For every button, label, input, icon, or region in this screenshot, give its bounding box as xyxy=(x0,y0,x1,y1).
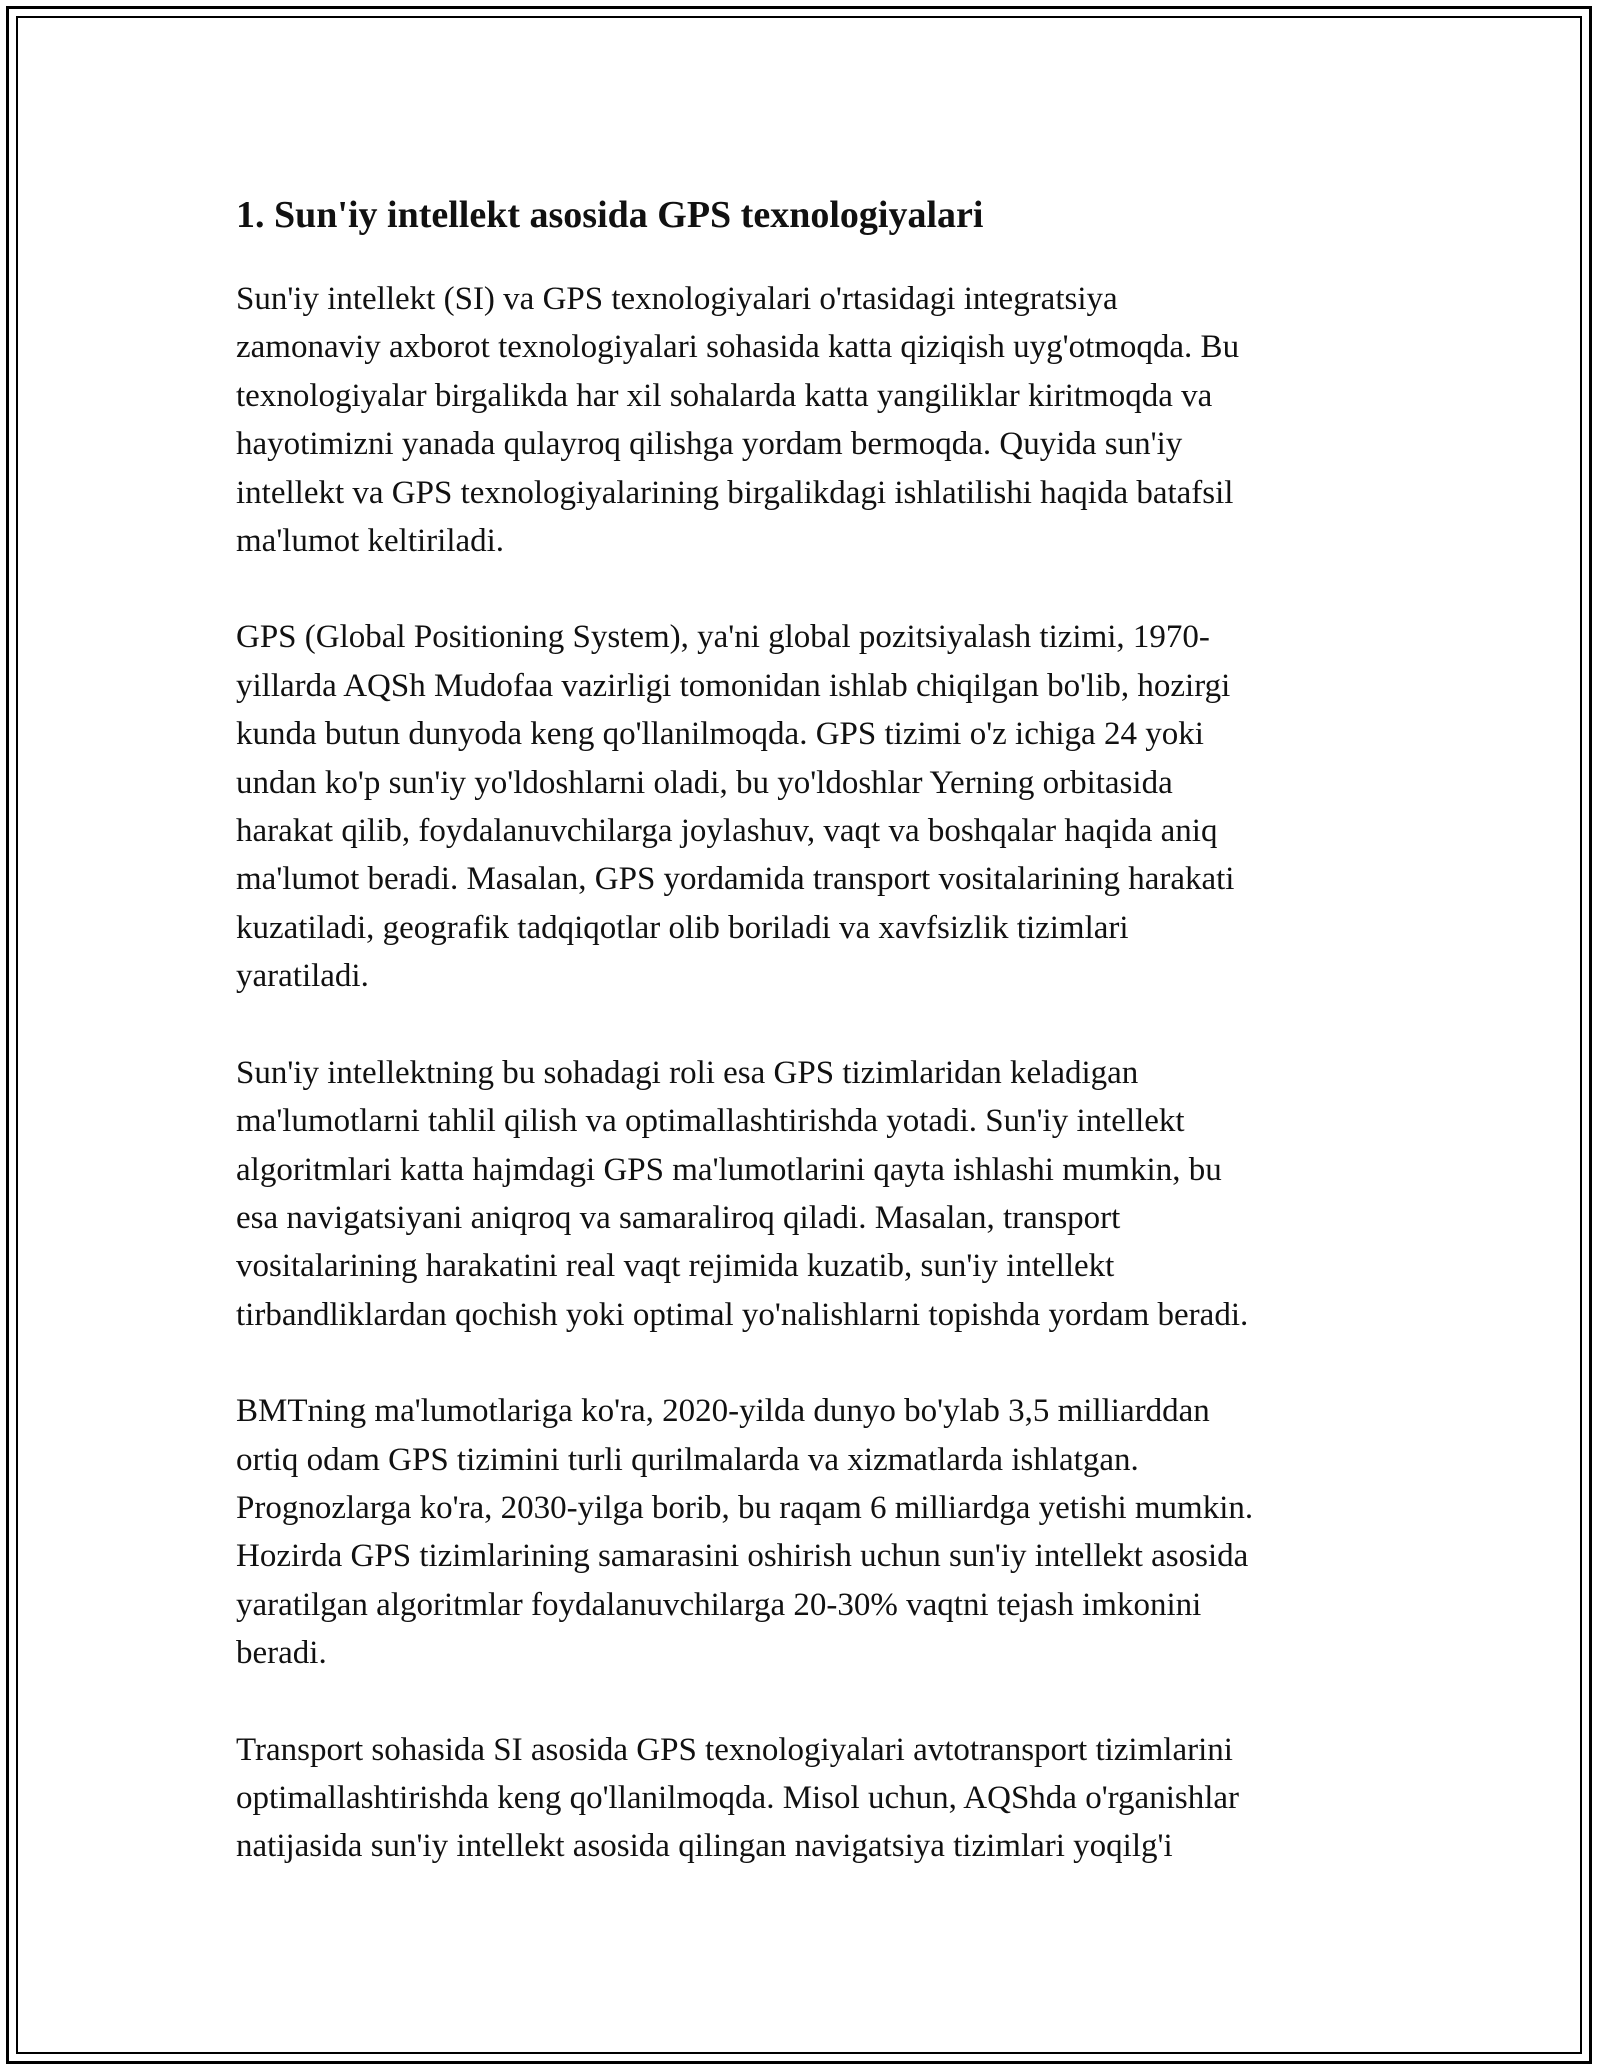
paragraph-ai-role: Sun'iy intellektning bu sohadagi roli esa GPS tizimlaridan keladigan ma'lumotlarni tahlil qilish va optimallashtirishda yotadi. Sun'iy intellekt algoritmlari katta hajmdagi GPS ma'lumotlarini qayta ishlashi mumkin, bu esa navigatsiyani aniqroq va samaraliroq qiladi. Masalan, transport vositalarining harakatini real vaqt rejimida kuzatib, sun'iy intellekt tirbandliklardan qochish yoki optimal yo'nalishlarni topishda yordam beradi. xyxy=(236,1054,1249,1333)
paragraph-gps-history: GPS (Global Positioning System), ya'ni global pozitsiyalash tizimi, 1970- yillarda AQSh Mudofaa vazirligi tomonidan ishlab chiqilgan bo'lib, hozirgi kunda butun dunyoda keng qo'llanilmoqda. GPS tizimi o'z ichiga 24 yoki undan ko'p sun'iy yo'ldoshlarni oladi, bu yo'ldoshlar Yerning orbitasida harakat qilib, foydalanuvchilarga joylashuv, vaqt va boshqalar haqida aniq ma'lumot beradi. Masalan, GPS yordamida transport vositalarining harakati kuzatiladi, geografik tadqiqotlar olib boriladi va xavfsizlik tizimlari yaratiladi. xyxy=(236,619,1235,995)
document-body xyxy=(236,185,1376,1919)
paragraph-transport: Transport sohasida SI asosida GPS texnologiyalari avtotransport tizimlarini optimallashtirishda keng qo'llanilmoqda. Misol uchun, AQShda o'rganishlar natijasida sun'iy intellekt asosida qilingan navigatsiya tizimlari yoqilg'i xyxy=(236,1731,1240,1865)
paragraph-intro: Sun'iy intellekt (SI) va GPS texnologiyalari o'rtasidagi integratsiya zamonaviy axborot texnologiyalari sohasida katta qiziqish uyg'otmoqda. Bu texnologiyalar birgalikda har xil sohalarda katta yangiliklar kiritmoqda va hayotimizni yanada qulayroq qilishga yordam bermoqda. Quyida sun'iy intellekt va GPS texnologiyalarining birgalikdagi ishlatilishi haqida batafsil ma'lumot keltiriladi. xyxy=(236,281,1240,560)
section-heading: 1. Sun'iy intellekt asosida GPS texnologiyalari xyxy=(236,194,984,236)
paragraph-statistics: BMTning ma'lumotlariga ko'ra, 2020-yilda dunyo bo'ylab 3,5 milliarddan ortiq odam GPS tizimini turli qurilmalarda va xizmatlarda ishlatgan. Prognozlarga ko'ra, 2030-yilga borib, bu raqam 6 milliardga yetishi mumkin. Hozirda GPS tizimlarining samarasini oshirish uchun sun'iy intellekt asosida yaratilgan algoritmlar foydalanuvchilarga 20-30% vaqtni tejash imkonini beradi. xyxy=(236,1393,1254,1672)
